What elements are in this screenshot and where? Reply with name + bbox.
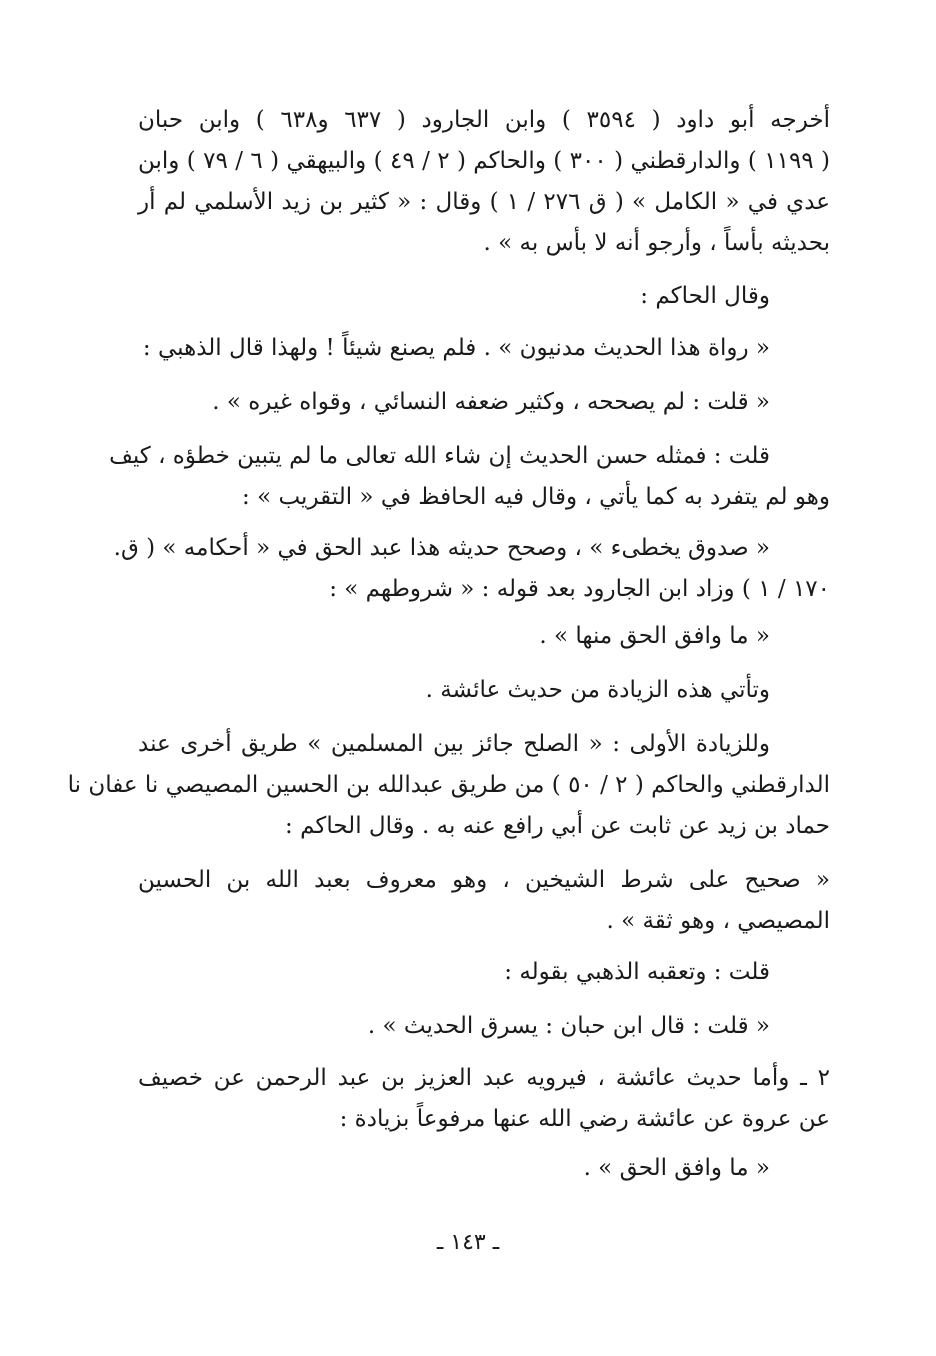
text-line: وقال الحاكم : (640, 283, 770, 309)
text-line: ( ١١٩٩ ) والدارقطني ( ٣٠٠ ) والحاكم ( ٢ / ٤٩ ) والبيهقي ( ٦ / ٧٩ ) وابن (138, 148, 831, 174)
paragraph (138, 616, 830, 657)
paragraph (138, 860, 830, 942)
text-line: « ما وافق الحق » . (583, 1155, 770, 1181)
text-line: بحديثه بأساً ، وأرجو أنه لا بأس به » . (483, 230, 830, 256)
text-line: أخرجه أبو داود ( ٣٥٩٤ ) وابن الجارود ( ٦٣٧ و٦٣٨ ) وابن حبان (138, 107, 830, 133)
paragraph (138, 1006, 830, 1047)
text-line: « صدوق يخطىء » ، وصحح حديثه هذا عبد الحق في « أحكامه » ( ق. (113, 535, 770, 561)
paragraph (138, 100, 830, 264)
paragraph (138, 328, 830, 369)
text-line: وتأتي هذه الزيادة من حديث عائشة . (425, 677, 770, 703)
text-line: قلت : وتعقبه الذهبي بقوله : (504, 959, 770, 985)
text-line: قلت : فمثله حسن الحديث إن شاء الله تعالى ما لم يتبين خطؤه ، كيف (109, 443, 770, 469)
text-line: « صحيح على شرط الشيخين ، وهو معروف بعبد الله بن الحسين (138, 867, 830, 893)
paragraph (138, 382, 830, 423)
text-line: « قلت : لم يصححه ، وكثير ضعفه النسائي ، وقواه غيره » . (212, 389, 770, 415)
text-line: « رواة هذا الحديث مدنيون » . فلم يصنع شيئاً ! ولهذا قال الذهبي : (142, 335, 770, 361)
paragraph (67, 724, 830, 847)
paragraph (138, 952, 830, 993)
paragraph (138, 1058, 830, 1140)
paragraph (138, 276, 830, 317)
text-line: وهو لم يتفرد به كما يأتي ، وقال فيه الحافظ في « التقريب » : (242, 484, 830, 510)
text-line: حماد بن زيد عن ثابت عن أبي رافع عنه به . وقال الحاكم : (285, 813, 830, 839)
text-line: المصيصي ، وهو ثقة » . (606, 908, 830, 934)
text-line: عن عروة عن عائشة رضي الله عنها مرفوعاً بزيادة : (339, 1106, 830, 1132)
paragraph (113, 528, 830, 610)
paragraph (138, 670, 830, 711)
text-line: الدارقطني والحاكم ( ٢ / ٥٠ ) من طريق عبدالله بن الحسين المصيصي نا عفان نا (67, 772, 830, 798)
text-line: عدي في « الكامل » ( ق ٢٧٦ / ١ ) وقال : « كثير بن زيد الأسلمي لم أر (138, 189, 830, 215)
text-line: ١٧٠ / ١ ) وزاد ابن الجارود بعد قوله : « شروطهم » : (329, 576, 830, 602)
text-line: « قلت : قال ابن حبان : يسرق الحديث » . (367, 1013, 770, 1039)
text-line: وللزيادة الأولى : « الصلح جائز بين المسلمين » طريق أخرى عند (138, 731, 770, 757)
text-line: « ما وافق الحق منها » . (539, 623, 770, 649)
text-line: ٢ ـ وأما حديث عائشة ، فيرويه عبد العزيز بن عبد الرحمن عن خصيف (138, 1065, 830, 1091)
paragraph (138, 1148, 830, 1189)
page-number: ـ ١٤٣ ـ (436, 1230, 500, 1255)
paragraph (109, 436, 830, 518)
